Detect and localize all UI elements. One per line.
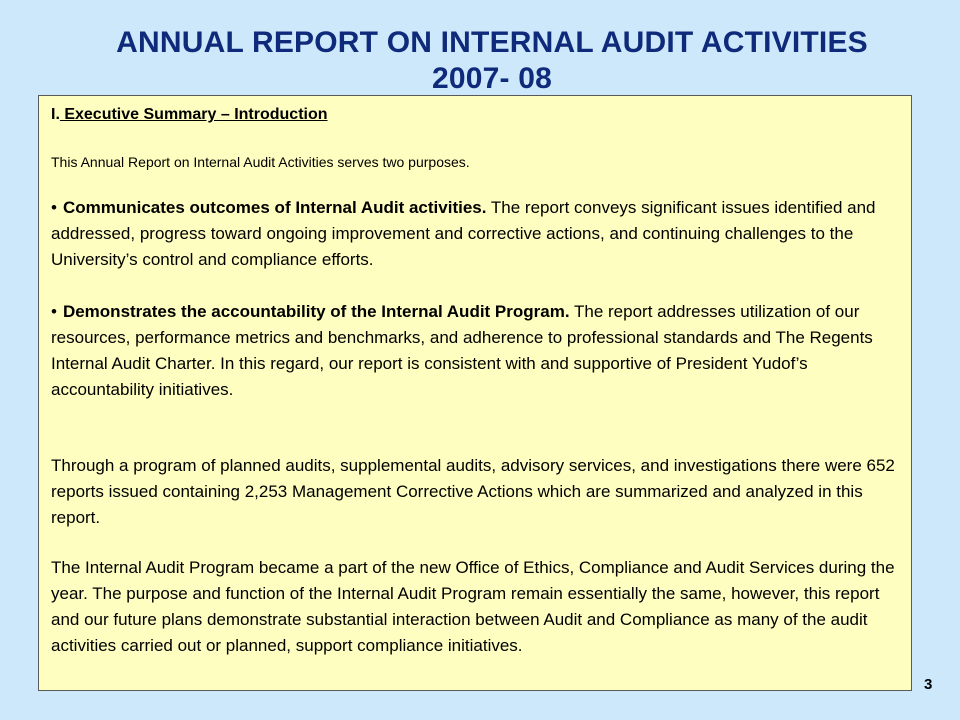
section-heading [51, 106, 328, 124]
point1-text: The report conveys significant issues identified and addressed, progress toward ongoing improvement and corrective actions, and continuing challenges to the University’s control and compliance efforts. [51, 198, 876, 269]
executive-summary-box [38, 95, 912, 691]
report-title: ANNUAL REPORT ON INTERNAL AUDIT ACTIVITIES [116, 26, 868, 59]
program-change-paragraph: The Internal Audit Program became a part of the new Office of Ethics, Compliance and Audit Services during the year. The purpose and function of the Internal Audit Program remain essentially the same, however, this report and our future plans demonstrate substantial interaction between Audit and Compliance as many of the audit activities carried out or planned, support compliance initiatives. [51, 558, 895, 655]
point2-text: The report addresses utilization of our resources, performance metrics and benchmarks, and adherence to professional standards and The Regents Internal Audit Charter. In this regard, our report is consistent with and supportive of President Yudof’s accountability initiatives. [51, 302, 873, 399]
bullet-icon: • [51, 302, 57, 321]
section-heading-text: Executive Summary – Introduction [59, 106, 328, 123]
reports-summary-paragraph: Through a program of planned audits, supplemental audits, advisory services, and investigations there were 652 reports issued containing 2,253 Management Corrective Actions which are summarized and analyzed in this report. [51, 456, 895, 527]
section-number: I. [51, 106, 60, 123]
point2-heading: Demonstrates the accountability of the Internal Audit Program. [62, 302, 570, 321]
bullet-icon: • [51, 198, 57, 217]
report-year: 2007- 08 [431, 62, 553, 95]
point1-heading: Communicates outcomes of Internal Audit activities. [62, 198, 487, 217]
intro-text: This Annual Report on Internal Audit Activities serves two purposes. [51, 154, 470, 170]
purpose-demonstrates-accountability [51, 299, 901, 403]
purpose-communicates-outcomes [51, 195, 901, 273]
page-number: 3 [924, 676, 933, 693]
